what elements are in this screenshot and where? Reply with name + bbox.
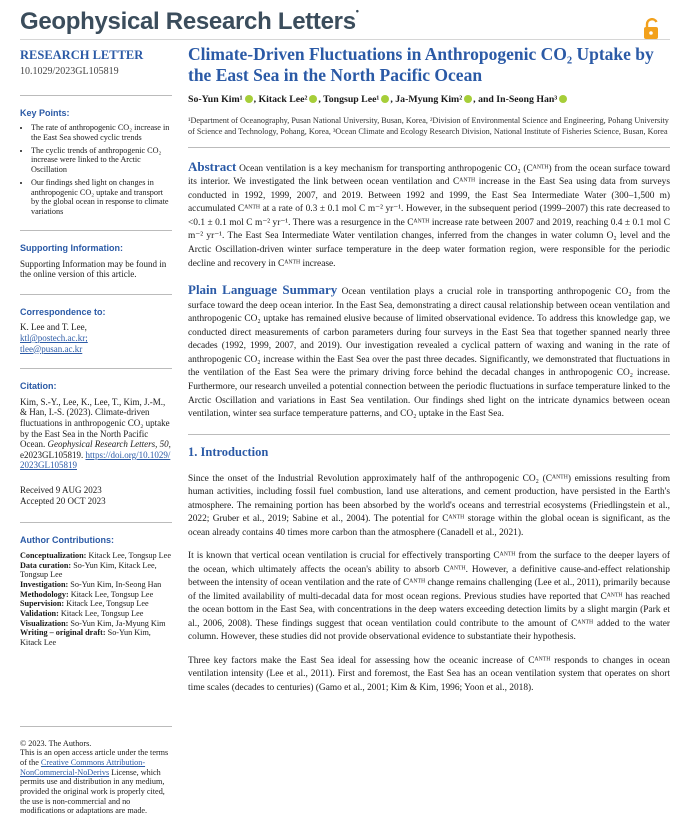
citation-journal: Geophysical Research Letters, 50, bbox=[47, 439, 171, 450]
plain-language-summary bbox=[188, 281, 670, 435]
sidebar-divider bbox=[20, 522, 172, 523]
author-name: So-Yun Kim¹ bbox=[188, 94, 243, 105]
correspondence-heading: Correspondence to: bbox=[20, 306, 106, 317]
contribution-line: Writing – original draft: So-Yun Kim, Kitack Lee bbox=[20, 628, 151, 647]
abstract-text: Ocean ventilation is a key mechanism for transporting anthropogenic CO₂ (Cᴬᴺᵀᴴ) from the ocean surface toward its interior. We investigated the link between ocean ventilation and Cᴬᴺᵀᴴ increase in the East Sea using data from surveys conducted in 1992, 1999, 2007, and 2019. Between 1992 and 1999, the East Sea Intermediate Water (300–1,500 m) accumulated Cᴬᴺᵀᴴ at a rate of 0.3 ± 0.1 mol C m⁻² yr⁻¹. However, in the subsequent period (1999–2007) this rate decreased to <0.1 ± 0.1 mol C m⁻² yr⁻¹. There was a resurgence in the Cᴬᴺᵀᴴ increase rate between 2007 and 2019, reaching 0.4 ± 0.1 mol C m⁻² yr⁻¹. The East Sea Intermediate Water ventilation changes, inferred from the changes in water column O₂ level and the Arctic Oscillation-driven winter surface temperature in the deep water formation region, were responsible for the periodic decline and recovery in Cᴬᴺᵀᴴ increase. bbox=[188, 163, 671, 269]
key-point: • Our findings shed light on changes in anthropogenic CO₂ uptake and transport by the global ocean in response to climate variations bbox=[31, 178, 172, 216]
contribution-line: Visualization: So-Yun Kim, Ja-Myung Kim bbox=[20, 618, 166, 628]
body-paragraph: Since the onset of the Industrial Revolution approximately half of the anthropogenic CO₂ (Cᴬᴺᵀᴴ) emissions resulting from human activities, including fossil fuel combustion, land use alterations, and cement production, have persisted in the Earth's atmosphere. The remaining portion has been absorbed by the world's oceans and terrestrial ecosystems (Friedlingstein et al., 2022; Gruber et al., 2019; Sabine et al., 2004). The potential for Cᴬᴺᵀᴴ storage within the global ocean is significant, as the ocean already contains 40 times more carbon than the atmosphere (Canadell et al., 2021). bbox=[188, 473, 670, 538]
citation-block bbox=[20, 381, 172, 471]
contributions-heading: Author Contributions: bbox=[20, 535, 114, 546]
body-paragraph: It is known that vertical ocean ventilation is crucial for effectively transporting Cᴬᴺᵀᴴ from the surface to the deeper layers of the ocean, which ultimately affects the ocean's ability to absorb Cᴬᴺᵀᴴ. However, a definitive cause-and-effect relationship between the intensity of ocean ventilation and the rate of Cᴬᴺᵀᴴ change remains challenging (Lee et al., 2011), primarily because of the limited availability of multi-decadal data for most ocean regions. Previous studies have reported that Cᴬᴺᵀᴴ has reached the ocean bottom in the East Sea, with concentrations in the deep waters exceeding detection limits by a slight margin (Park et al., 2006, 2008). These findings suggest that ocean ventilation could contribute to the amount of Cᴬᴺᵀᴴ added to the water column. However, these studies did not provide observational evidence to substantiate their hypothesis. bbox=[188, 551, 670, 643]
orcid-icon[interactable] bbox=[309, 95, 317, 103]
sidebar-divider bbox=[20, 368, 172, 369]
copyright: © 2023. The Authors. bbox=[20, 738, 92, 748]
sidebar-divider bbox=[20, 726, 172, 727]
section-heading-introduction: 1. Introduction bbox=[188, 444, 269, 459]
sidebar-divider bbox=[20, 95, 172, 96]
contribution-line: Validation: Kitack Lee, Tongsup Lee bbox=[20, 608, 144, 618]
key-points-list bbox=[20, 123, 172, 216]
affiliations: ¹Department of Oceanography, Pusan National University, Busan, Korea, ²Division of Environmental Science and Engineering, Pohang University of Science and Technology, Pohang, Korea, ³Ocean Climate and Ecology Research Division, National Institute of Fisheries Science, Busan, Korea bbox=[188, 115, 670, 148]
author-name: and In-Seong Han³ bbox=[478, 94, 558, 105]
contribution-line: Methodology: Kitack Lee, Tongsup Lee bbox=[20, 589, 154, 599]
correspondence-names: K. Lee and T. Lee, bbox=[20, 322, 87, 333]
contribution-line: Conceptualization: Kitack Lee, Tongsup Lee bbox=[20, 550, 171, 560]
accepted-date: Accepted 20 OCT 2023 bbox=[20, 495, 106, 506]
journal-title: Geophysical Research Letters• bbox=[20, 6, 359, 35]
contribution-line: Data curation: So-Yun Kim, Kitack Lee, Tongsup Lee bbox=[20, 560, 157, 580]
license-link[interactable]: Creative Commons Attribution-NonCommercial-NoDerivs bbox=[20, 757, 146, 777]
body-paragraph: Three key factors make the East Sea ideal for assessing how the oceanic increase of Cᴬᴺᵀᴴ responds to changes in ocean ventilation intensity (Lee et al., 2011). First and foremost, the East Sea has an ocean ventilation system that operates on short time scales (decades to centuries) (Gamo et al., 2001; Kim & Kim, 1996; Yoon et al., 2018). bbox=[188, 655, 670, 693]
dates-block bbox=[20, 485, 172, 506]
sidebar-divider bbox=[20, 230, 172, 231]
abstract-heading: Abstract bbox=[188, 158, 237, 174]
key-points-block bbox=[20, 108, 172, 216]
orcid-icon[interactable] bbox=[464, 95, 472, 103]
key-point: • The rate of anthropogenic CO₂ increase in the East Sea showed cyclic trends bbox=[31, 123, 172, 142]
pls-heading: Plain Language Summary bbox=[188, 282, 338, 298]
license-text: This is an open access article under the terms of the Creative Commons Attribution-NonCommercial-NoDerivs License, which permits use and distribution in any medium, provided the original work is properly cited, the use is non-commercial and no modifications or adaptations are made. bbox=[20, 748, 169, 816]
pls-text: Ocean ventilation plays a crucial role in transporting anthropogenic CO₂ from the surface toward the deep ocean interior. In the East Sea, demonstrating a direct causal relationship between ocean ventilation and anthropogenic CO₂ uptake has remained elusive because of limited observational evidence. To address this knowledge gap, we conducted direct measurements of carbon parameters during four surveys in the East Sea that together spanned nearly three decades (1992, 1999, 2007, and 2019). Our investigation revealed a cyclical pattern of waxing and waning in the rate of anthropogenic CO₂ increase within the East Sea over the past three decades. Significantly, we demonstrated that fluctuations in the ventilation of the East Sea were the primary driving force behind the decadal changes in anthropogenic CO₂ increase. Furthermore, our research unveiled a potential connection between the periodic fluctuations in surface temperature linked to the Arctic Oscillation and variations in East Sea ventilation. Our findings shed light on the intricate dynamics between ocean ventilation, winter sea surface temperature patterns, and CO₂ uptake in the East Sea. bbox=[188, 287, 670, 420]
article-type: RESEARCH LETTER bbox=[20, 48, 144, 62]
journal-header bbox=[20, 8, 670, 38]
abstract bbox=[188, 158, 670, 271]
key-point: • The cyclic trends of anthropogenic CO₂ increase were linked to the Arctic Oscillation bbox=[31, 146, 172, 174]
citation-end: e2023GL105819. bbox=[20, 449, 84, 460]
main-content bbox=[188, 44, 670, 706]
correspondence-block bbox=[20, 307, 172, 354]
email-link-2[interactable]: tlee@pusan.ac.kr bbox=[20, 343, 83, 354]
header-divider bbox=[20, 39, 670, 40]
supporting-info-heading: Supporting Information: bbox=[20, 242, 123, 253]
orcid-icon[interactable] bbox=[559, 95, 567, 103]
license-block bbox=[20, 739, 172, 816]
key-points-heading: Key Points: bbox=[20, 107, 70, 118]
contribution-line: Supervision: Kitack Lee, Tongsup Lee bbox=[20, 599, 149, 609]
orcid-icon[interactable] bbox=[245, 95, 253, 103]
supporting-info-block bbox=[20, 243, 172, 280]
contributions-block bbox=[20, 535, 172, 647]
citation-doi-link[interactable]: https://doi.org/10.1029/2023GL105819 bbox=[20, 449, 171, 471]
article-doi: 10.1029/2023GL105819 bbox=[20, 65, 119, 77]
author-name: Ja-Myung Kim² bbox=[395, 94, 463, 105]
left-sidebar bbox=[20, 46, 172, 830]
journal-mark: • bbox=[355, 6, 359, 16]
orcid-icon[interactable] bbox=[381, 95, 389, 103]
citation-text: Kim, S.-Y., Lee, K., Lee, T., Kim, J.-M., & Han, I.-S. (2023). Climate-driven fluctuations in anthropogenic CO₂ uptake by the East Sea in the North Pacific Ocean. Geophysical Research Letters, 50, e2023GL105819. https://doi.org/10.1029/2023GL105819 bbox=[20, 396, 171, 471]
sidebar-divider bbox=[20, 294, 172, 295]
supporting-info-text: Supporting Information may be found in the online version of this article. bbox=[20, 258, 167, 280]
contribution-line: Investigation: So-Yun Kim, In-Seong Han bbox=[20, 579, 162, 589]
received-date: Received 9 AUG 2023 bbox=[20, 485, 102, 496]
author-name: Kitack Lee² bbox=[258, 94, 308, 105]
email-link-1[interactable]: ktl@postech.ac.kr; bbox=[20, 333, 88, 343]
author-name: Tongsup Lee¹ bbox=[323, 94, 380, 105]
open-access-lock-icon bbox=[642, 18, 664, 40]
article-title: Climate-Driven Fluctuations in Anthropogenic CO₂ Uptake by the East Sea in the North Pacific Ocean bbox=[188, 44, 654, 85]
author-list: So-Yun Kim¹ , Kitack Lee² , Tongsup Lee¹ , Ja-Myung Kim² , and In-Seong Han³ bbox=[188, 94, 670, 105]
citation-heading: Citation: bbox=[20, 381, 57, 392]
